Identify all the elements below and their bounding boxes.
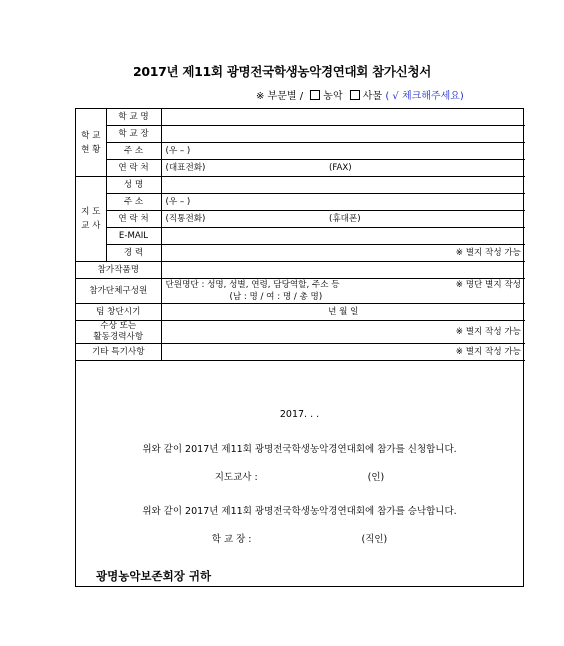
check-hint: ( √ 체크해주세요) [385, 91, 464, 102]
teacher-group-label: 지 도 교 사 [76, 177, 106, 262]
school-name-field[interactable] [161, 109, 525, 126]
principal-field[interactable] [161, 126, 525, 143]
teacher-address-field[interactable]: (우 – ) [161, 194, 525, 211]
school-group-label: 학 교 현 황 [76, 109, 106, 177]
awards-label: 수상 또는 활동경력사항 [76, 321, 161, 344]
founded-label: 팀 창단시기 [76, 304, 161, 321]
school-address-field[interactable]: (우 – ) [161, 143, 525, 160]
other-label: 기타 특기사항 [76, 344, 161, 361]
declaration-date: 2017. . . [279, 409, 320, 420]
teacher-career-label: 경 력 [106, 245, 161, 262]
principal-signature-line[interactable]: 학 교 장 : (직인) [211, 534, 388, 545]
teacher-mobile-field[interactable]: (휴대폰) [314, 211, 525, 228]
approve-statement: 위와 같이 2017년 제11회 광명전국학생농악경연대회에 참가를 승낙합니다. [142, 506, 457, 517]
recipient: 광명농악보존회장 귀하 [96, 569, 212, 583]
awards-field[interactable]: ※ 별지 작성 가능 [161, 321, 525, 344]
teacher-address-label: 주 소 [106, 194, 161, 211]
option-samul-label: 사물 [362, 91, 383, 102]
members-list-text: 단원명단 : 성명, 성별, 연령, 담당역할, 주소 등 [165, 280, 340, 290]
school-phone-field[interactable]: (대표전화) [161, 160, 314, 177]
declaration-section [76, 403, 523, 586]
school-name-label: 학 교 명 [106, 109, 161, 126]
teacher-career-field[interactable]: ※ 별지 작성 가능 [161, 245, 525, 262]
members-field[interactable] [161, 279, 525, 304]
form-title: 2017년 제11회 광명전국학생농악경연대회 참가신청서 [132, 64, 432, 79]
principal-label: 학 교 장 [106, 126, 161, 143]
application-form [75, 108, 524, 587]
teacher-email-field[interactable] [161, 228, 525, 245]
teacher-signature-line[interactable]: 지도교사 : (인) [214, 472, 385, 483]
checkbox-samul[interactable] [350, 90, 360, 100]
section-prefix: ※ 부문별 / [256, 91, 304, 102]
form-table [76, 109, 525, 361]
members-label: 참가단체구성원 [76, 279, 161, 304]
other-field[interactable]: ※ 별지 작성 가능 [161, 344, 525, 361]
school-address-label: 주 소 [106, 143, 161, 160]
teacher-name-label: 성 명 [106, 177, 161, 194]
school-fax-field[interactable]: (FAX) [314, 160, 525, 177]
program-label: 참가작품명 [76, 262, 161, 279]
apply-statement: 위와 같이 2017년 제11회 광명전국학생농악경연대회에 참가를 신청합니다. [142, 444, 457, 455]
program-field[interactable] [161, 262, 525, 279]
teacher-direct-phone-field[interactable]: (직통전화) [161, 211, 314, 228]
teacher-contact-label: 연 락 처 [106, 211, 161, 228]
members-list-note: ※ 명단 별지 작성 [455, 280, 521, 290]
teacher-email-label: E-MAIL [106, 228, 161, 245]
option-nongak-label: 농악 [323, 91, 343, 102]
section-selector [256, 87, 464, 102]
checkbox-nongak[interactable] [310, 90, 320, 100]
members-count-text: (남 : 명 / 여 : 명 / 총 명) [229, 292, 323, 302]
teacher-name-field[interactable] [161, 177, 525, 194]
founded-field[interactable]: 년 월 일 [161, 304, 525, 321]
school-contact-label: 연 락 처 [106, 160, 161, 177]
